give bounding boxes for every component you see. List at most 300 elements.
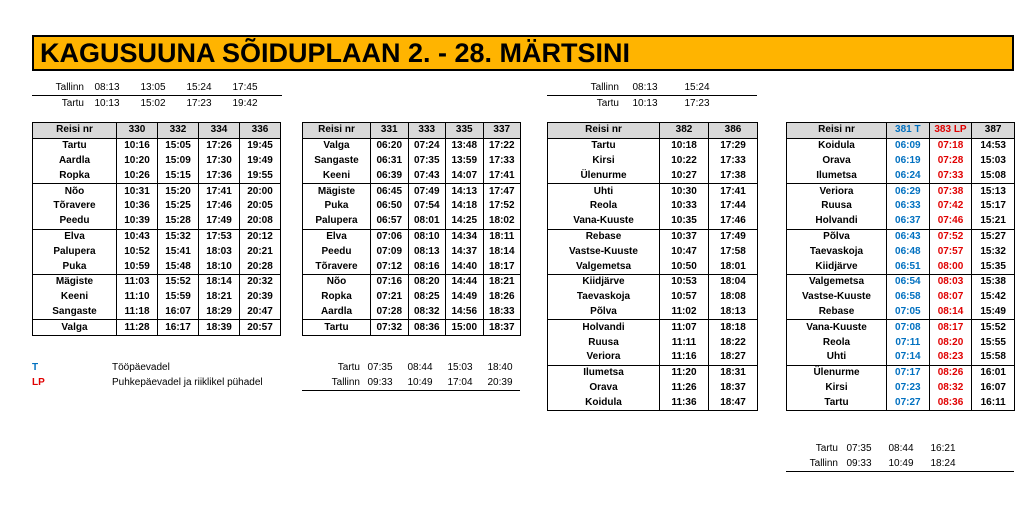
time-cell: 15:03 bbox=[447, 362, 473, 373]
table-row bbox=[33, 168, 281, 183]
table-row bbox=[787, 290, 1015, 305]
station-name: Tallinn bbox=[809, 458, 838, 469]
time-cell: 07:24 bbox=[408, 138, 446, 153]
time-cell: 08:44 bbox=[888, 443, 914, 454]
time-cell: 18:33 bbox=[483, 305, 521, 320]
table-row bbox=[548, 154, 758, 169]
table-row bbox=[787, 214, 1015, 229]
time-cell: 08:36 bbox=[929, 395, 972, 410]
station-name: Mägiste bbox=[303, 184, 371, 199]
trip-number: 333 bbox=[408, 123, 446, 139]
table-row bbox=[787, 320, 1015, 335]
legend-text: Puhkepäevadel ja riiklikel pühadel bbox=[112, 377, 263, 388]
table-row bbox=[548, 274, 758, 289]
time-cell: 07:54 bbox=[408, 199, 446, 214]
time-cell: 20:08 bbox=[240, 214, 281, 229]
table-row bbox=[33, 229, 281, 244]
time-cell: 07:16 bbox=[371, 274, 409, 289]
trip-number: 381 T bbox=[887, 123, 930, 139]
table-row bbox=[548, 184, 758, 199]
trip-number-label: Reisi nr bbox=[787, 123, 887, 139]
table-row bbox=[787, 335, 1015, 350]
connection-tartu-tallinn-1 bbox=[302, 360, 520, 391]
trip-number-label: Reisi nr bbox=[33, 123, 117, 139]
time-cell: 08:10 bbox=[408, 229, 446, 244]
station-name: Peedu bbox=[33, 214, 117, 229]
time-cell: 08:14 bbox=[929, 305, 972, 320]
time-cell: 09:33 bbox=[367, 377, 393, 388]
trip-number: 332 bbox=[158, 123, 199, 139]
time-cell: 17:04 bbox=[447, 377, 473, 388]
time-cell: 07:33 bbox=[929, 168, 972, 183]
station-name: Vastse-Kuuste bbox=[548, 244, 660, 259]
station-name: Ruusa bbox=[548, 335, 660, 350]
station-name: Vastse-Kuuste bbox=[787, 290, 887, 305]
time-cell: 20:57 bbox=[240, 320, 281, 336]
time-cell: 18:24 bbox=[930, 458, 956, 469]
table-row bbox=[33, 274, 281, 289]
time-cell: 15:35 bbox=[972, 259, 1015, 274]
time-cell: 06:45 bbox=[371, 184, 409, 199]
time-cell: 15:00 bbox=[446, 320, 484, 336]
time-cell: 16:07 bbox=[158, 305, 199, 320]
station-name: Orava bbox=[787, 154, 887, 169]
timetable-koidula-tartu bbox=[786, 122, 1015, 411]
time-cell: 17:36 bbox=[199, 168, 240, 183]
time-cell: 15:49 bbox=[972, 305, 1015, 320]
timetable-tartu-koidula bbox=[547, 122, 758, 411]
station-name: Puka bbox=[303, 199, 371, 214]
time-cell: 15:20 bbox=[158, 184, 199, 199]
station-name: Tõravere bbox=[33, 199, 117, 214]
time-cell: 18:27 bbox=[709, 350, 758, 365]
station-name: Veriora bbox=[548, 350, 660, 365]
time-cell: 06:57 bbox=[371, 214, 409, 229]
table-row bbox=[303, 274, 521, 289]
time-cell: 07:23 bbox=[887, 381, 930, 396]
time-cell: 11:16 bbox=[660, 350, 709, 365]
station-name: Valga bbox=[303, 138, 371, 153]
time-cell: 17:45 bbox=[232, 82, 258, 93]
time-cell: 10:47 bbox=[660, 244, 709, 259]
table-row bbox=[548, 168, 758, 183]
legend-row bbox=[32, 360, 292, 375]
station-name: Ilumetsa bbox=[787, 168, 887, 183]
time-cell: 08:00 bbox=[929, 259, 972, 274]
time-cell: 15:21 bbox=[972, 214, 1015, 229]
time-cell: 10:27 bbox=[660, 168, 709, 183]
station-name: Puka bbox=[33, 259, 117, 274]
time-cell: 07:42 bbox=[929, 199, 972, 214]
time-cell: 16:17 bbox=[158, 320, 199, 336]
table-header-row bbox=[548, 123, 758, 139]
table-row bbox=[303, 259, 521, 274]
station-name: Elva bbox=[303, 229, 371, 244]
trip-number: 334 bbox=[199, 123, 240, 139]
station-name: Valga bbox=[33, 320, 117, 336]
time-cell: 07:46 bbox=[929, 214, 972, 229]
time-cell: 15:24 bbox=[684, 82, 710, 93]
time-cell: 18:17 bbox=[483, 259, 521, 274]
time-cell: 19:49 bbox=[240, 154, 281, 169]
table-row bbox=[548, 320, 758, 335]
time-cell: 16:01 bbox=[972, 365, 1015, 380]
time-cell: 15:52 bbox=[158, 274, 199, 289]
time-cell: 10:31 bbox=[117, 184, 158, 199]
time-cell: 14:53 bbox=[972, 138, 1015, 153]
time-cell: 15:08 bbox=[972, 168, 1015, 183]
time-cell: 06:39 bbox=[371, 168, 409, 183]
time-cell: 15:05 bbox=[158, 138, 199, 153]
time-cell: 17:30 bbox=[199, 154, 240, 169]
station-name: Aardla bbox=[303, 305, 371, 320]
time-cell: 15:03 bbox=[972, 154, 1015, 169]
station-name: Valgemetsa bbox=[548, 259, 660, 274]
time-cell: 10:52 bbox=[117, 244, 158, 259]
time-cell: 17:47 bbox=[483, 184, 521, 199]
table-row bbox=[548, 244, 758, 259]
time-cell: 13:48 bbox=[446, 138, 484, 153]
time-cell: 18:14 bbox=[483, 244, 521, 259]
station-name: Kirsi bbox=[787, 381, 887, 396]
time-cell: 07:35 bbox=[367, 362, 393, 373]
table-row bbox=[548, 350, 758, 365]
station-name: Kiidjärve bbox=[787, 259, 887, 274]
time-cell: 15:38 bbox=[972, 274, 1015, 289]
table-row bbox=[33, 244, 281, 259]
time-cell: 15:52 bbox=[972, 320, 1015, 335]
table-header-row bbox=[303, 123, 521, 139]
time-cell: 17:29 bbox=[709, 138, 758, 153]
time-cell: 07:09 bbox=[371, 244, 409, 259]
time-cell: 20:32 bbox=[240, 274, 281, 289]
time-cell: 17:49 bbox=[709, 229, 758, 244]
time-cell: 15:48 bbox=[158, 259, 199, 274]
station-name: Koidula bbox=[787, 138, 887, 153]
legend-key: T bbox=[32, 362, 39, 373]
time-cell: 17:41 bbox=[199, 184, 240, 199]
station-name: Tallinn bbox=[590, 82, 619, 93]
legend bbox=[32, 360, 292, 390]
station-name: Põlva bbox=[548, 305, 660, 320]
time-cell: 09:33 bbox=[846, 458, 872, 469]
time-cell: 17:41 bbox=[709, 184, 758, 199]
table-row bbox=[787, 381, 1015, 396]
time-cell: 19:42 bbox=[232, 98, 258, 109]
time-cell: 18:02 bbox=[483, 214, 521, 229]
time-cell: 11:10 bbox=[117, 290, 158, 305]
time-cell: 16:07 bbox=[972, 381, 1015, 396]
time-cell: 10:22 bbox=[660, 154, 709, 169]
time-cell: 18:31 bbox=[709, 365, 758, 380]
time-cell: 06:51 bbox=[887, 259, 930, 274]
station-name: Rebase bbox=[548, 229, 660, 244]
connection-tallinn-tartu-1 bbox=[32, 80, 282, 111]
time-cell: 19:45 bbox=[240, 138, 281, 153]
time-cell: 17:38 bbox=[709, 168, 758, 183]
time-cell: 18:04 bbox=[709, 274, 758, 289]
time-cell: 11:03 bbox=[117, 274, 158, 289]
time-cell: 06:43 bbox=[887, 229, 930, 244]
table-row bbox=[303, 168, 521, 183]
time-cell: 14:40 bbox=[446, 259, 484, 274]
time-cell: 16:11 bbox=[972, 395, 1015, 410]
time-cell: 18:47 bbox=[709, 395, 758, 410]
time-cell: 11:11 bbox=[660, 335, 709, 350]
time-cell: 08:07 bbox=[929, 290, 972, 305]
time-cell: 07:32 bbox=[371, 320, 409, 336]
time-cell: 07:08 bbox=[887, 320, 930, 335]
station-name: Ilumetsa bbox=[548, 365, 660, 380]
time-cell: 07:21 bbox=[371, 290, 409, 305]
time-cell: 18:08 bbox=[709, 290, 758, 305]
time-cell: 15:15 bbox=[158, 168, 199, 183]
time-cell: 10:26 bbox=[117, 168, 158, 183]
time-cell: 07:28 bbox=[929, 154, 972, 169]
time-cell: 17:23 bbox=[186, 98, 212, 109]
time-cell: 07:18 bbox=[929, 138, 972, 153]
table-row bbox=[787, 154, 1015, 169]
time-cell: 17:23 bbox=[684, 98, 710, 109]
time-cell: 11:07 bbox=[660, 320, 709, 335]
table-row bbox=[787, 199, 1015, 214]
time-cell: 14:07 bbox=[446, 168, 484, 183]
station-name: Orava bbox=[548, 381, 660, 396]
table-row bbox=[33, 184, 281, 199]
station-name: Vana-Kuuste bbox=[548, 214, 660, 229]
table-row bbox=[787, 395, 1015, 410]
connection-row bbox=[302, 375, 520, 391]
time-cell: 18:22 bbox=[709, 335, 758, 350]
station-name: Tartu bbox=[596, 98, 619, 109]
time-cell: 07:35 bbox=[408, 154, 446, 169]
legend-text: Tööpäevadel bbox=[112, 362, 170, 373]
table-row bbox=[33, 199, 281, 214]
station-name: Kiidjärve bbox=[548, 274, 660, 289]
time-cell: 10:33 bbox=[660, 199, 709, 214]
station-name: Keeni bbox=[303, 168, 371, 183]
station-name: Tallinn bbox=[331, 377, 360, 388]
time-cell: 08:01 bbox=[408, 214, 446, 229]
table-row bbox=[303, 244, 521, 259]
station-name: Ropka bbox=[33, 168, 117, 183]
table-row bbox=[787, 305, 1015, 320]
time-cell: 15:17 bbox=[972, 199, 1015, 214]
time-cell: 15:32 bbox=[158, 229, 199, 244]
time-cell: 10:59 bbox=[117, 259, 158, 274]
time-cell: 10:50 bbox=[660, 259, 709, 274]
time-cell: 17:58 bbox=[709, 244, 758, 259]
station-name: Tartu bbox=[787, 395, 887, 410]
station-name: Valgemetsa bbox=[787, 274, 887, 289]
time-cell: 18:11 bbox=[483, 229, 521, 244]
time-cell: 07:11 bbox=[887, 335, 930, 350]
connection-row bbox=[547, 80, 757, 96]
table-row bbox=[33, 154, 281, 169]
table-row bbox=[787, 365, 1015, 380]
time-cell: 07:35 bbox=[846, 443, 872, 454]
time-cell: 14:49 bbox=[446, 290, 484, 305]
time-cell: 14:18 bbox=[446, 199, 484, 214]
table-row bbox=[548, 138, 758, 153]
time-cell: 20:47 bbox=[240, 305, 281, 320]
station-name: Põlva bbox=[787, 229, 887, 244]
time-cell: 18:21 bbox=[483, 274, 521, 289]
table-row bbox=[548, 365, 758, 380]
station-name: Taevaskoja bbox=[787, 244, 887, 259]
connection-row bbox=[302, 360, 520, 375]
time-cell: 07:49 bbox=[408, 184, 446, 199]
station-name: Peedu bbox=[303, 244, 371, 259]
time-cell: 11:26 bbox=[660, 381, 709, 396]
time-cell: 15:58 bbox=[972, 350, 1015, 365]
table-row bbox=[787, 259, 1015, 274]
time-cell: 18:39 bbox=[199, 320, 240, 336]
time-cell: 08:20 bbox=[408, 274, 446, 289]
time-cell: 06:31 bbox=[371, 154, 409, 169]
time-cell: 07:28 bbox=[371, 305, 409, 320]
station-name: Ülenurme bbox=[548, 168, 660, 183]
time-cell: 15:55 bbox=[972, 335, 1015, 350]
table-header-row bbox=[33, 123, 281, 139]
station-name: Nõo bbox=[33, 184, 117, 199]
time-cell: 18:40 bbox=[487, 362, 513, 373]
station-name: Elva bbox=[33, 229, 117, 244]
time-cell: 18:26 bbox=[483, 290, 521, 305]
time-cell: 19:55 bbox=[240, 168, 281, 183]
trip-number: 331 bbox=[371, 123, 409, 139]
time-cell: 17:46 bbox=[199, 199, 240, 214]
time-cell: 15:42 bbox=[972, 290, 1015, 305]
time-cell: 18:03 bbox=[199, 244, 240, 259]
station-name: Taevaskoja bbox=[548, 290, 660, 305]
time-cell: 08:20 bbox=[929, 335, 972, 350]
trip-number: 335 bbox=[446, 123, 484, 139]
station-name: Palupera bbox=[33, 244, 117, 259]
time-cell: 15:28 bbox=[158, 214, 199, 229]
station-name: Tartu bbox=[33, 138, 117, 153]
table-row bbox=[33, 320, 281, 336]
trip-number: 387 bbox=[972, 123, 1015, 139]
time-cell: 17:33 bbox=[709, 154, 758, 169]
table-row bbox=[33, 305, 281, 320]
trip-number: 382 bbox=[660, 123, 709, 139]
time-cell: 20:28 bbox=[240, 259, 281, 274]
time-cell: 08:32 bbox=[408, 305, 446, 320]
time-cell: 10:13 bbox=[632, 98, 658, 109]
timetable-tartu-valga bbox=[32, 122, 281, 336]
station-name: Ropka bbox=[303, 290, 371, 305]
time-cell: 15:32 bbox=[972, 244, 1015, 259]
time-cell: 14:56 bbox=[446, 305, 484, 320]
trip-number: 337 bbox=[483, 123, 521, 139]
station-name: Vana-Kuuste bbox=[787, 320, 887, 335]
time-cell: 10:36 bbox=[117, 199, 158, 214]
time-cell: 11:02 bbox=[660, 305, 709, 320]
time-cell: 18:18 bbox=[709, 320, 758, 335]
trip-number-label: Reisi nr bbox=[548, 123, 660, 139]
station-name: Mägiste bbox=[33, 274, 117, 289]
timetable-valga-tartu bbox=[302, 122, 521, 336]
time-cell: 06:19 bbox=[887, 154, 930, 169]
legend-key: LP bbox=[32, 377, 45, 388]
table-row bbox=[33, 259, 281, 274]
station-name: Reola bbox=[787, 335, 887, 350]
time-cell: 10:37 bbox=[660, 229, 709, 244]
time-cell: 20:39 bbox=[240, 290, 281, 305]
time-cell: 18:13 bbox=[709, 305, 758, 320]
time-cell: 17:49 bbox=[199, 214, 240, 229]
time-cell: 06:37 bbox=[887, 214, 930, 229]
time-cell: 18:14 bbox=[199, 274, 240, 289]
time-cell: 17:44 bbox=[709, 199, 758, 214]
station-name: Tartu bbox=[815, 443, 838, 454]
time-cell: 11:28 bbox=[117, 320, 158, 336]
legend-row bbox=[32, 375, 292, 390]
time-cell: 06:58 bbox=[887, 290, 930, 305]
time-cell: 20:21 bbox=[240, 244, 281, 259]
station-name: Palupera bbox=[303, 214, 371, 229]
time-cell: 15:25 bbox=[158, 199, 199, 214]
time-cell: 20:00 bbox=[240, 184, 281, 199]
time-cell: 07:17 bbox=[887, 365, 930, 380]
table-row bbox=[548, 290, 758, 305]
time-cell: 10:20 bbox=[117, 154, 158, 169]
table-row bbox=[787, 184, 1015, 199]
time-cell: 11:18 bbox=[117, 305, 158, 320]
time-cell: 07:05 bbox=[887, 305, 930, 320]
table-row bbox=[33, 138, 281, 153]
connection-row bbox=[786, 456, 1014, 472]
time-cell: 10:49 bbox=[407, 377, 433, 388]
time-cell: 17:26 bbox=[199, 138, 240, 153]
table-row bbox=[548, 381, 758, 396]
table-row bbox=[303, 154, 521, 169]
time-cell: 15:24 bbox=[186, 82, 212, 93]
time-cell: 10:35 bbox=[660, 214, 709, 229]
time-cell: 10:13 bbox=[94, 98, 120, 109]
time-cell: 17:53 bbox=[199, 229, 240, 244]
time-cell: 06:09 bbox=[887, 138, 930, 153]
table-row bbox=[33, 214, 281, 229]
station-name: Sangaste bbox=[303, 154, 371, 169]
time-cell: 08:03 bbox=[929, 274, 972, 289]
connection-tallinn-tartu-2 bbox=[547, 80, 757, 111]
table-row bbox=[548, 259, 758, 274]
station-name: Ruusa bbox=[787, 199, 887, 214]
station-name: Ülenurme bbox=[787, 365, 887, 380]
time-cell: 08:44 bbox=[407, 362, 433, 373]
time-cell: 07:52 bbox=[929, 229, 972, 244]
station-name: Sangaste bbox=[33, 305, 117, 320]
time-cell: 15:41 bbox=[158, 244, 199, 259]
connection-row bbox=[786, 441, 1014, 456]
time-cell: 11:36 bbox=[660, 395, 709, 410]
time-cell: 18:37 bbox=[709, 381, 758, 396]
table-row bbox=[548, 395, 758, 410]
table-row bbox=[303, 305, 521, 320]
table-row bbox=[548, 305, 758, 320]
time-cell: 14:25 bbox=[446, 214, 484, 229]
time-cell: 20:12 bbox=[240, 229, 281, 244]
table-row bbox=[787, 350, 1015, 365]
table-header-row bbox=[787, 123, 1015, 139]
table-row bbox=[787, 244, 1015, 259]
time-cell: 06:20 bbox=[371, 138, 409, 153]
station-name: Keeni bbox=[33, 290, 117, 305]
station-name: Tallinn bbox=[55, 82, 84, 93]
station-name: Holvandi bbox=[787, 214, 887, 229]
